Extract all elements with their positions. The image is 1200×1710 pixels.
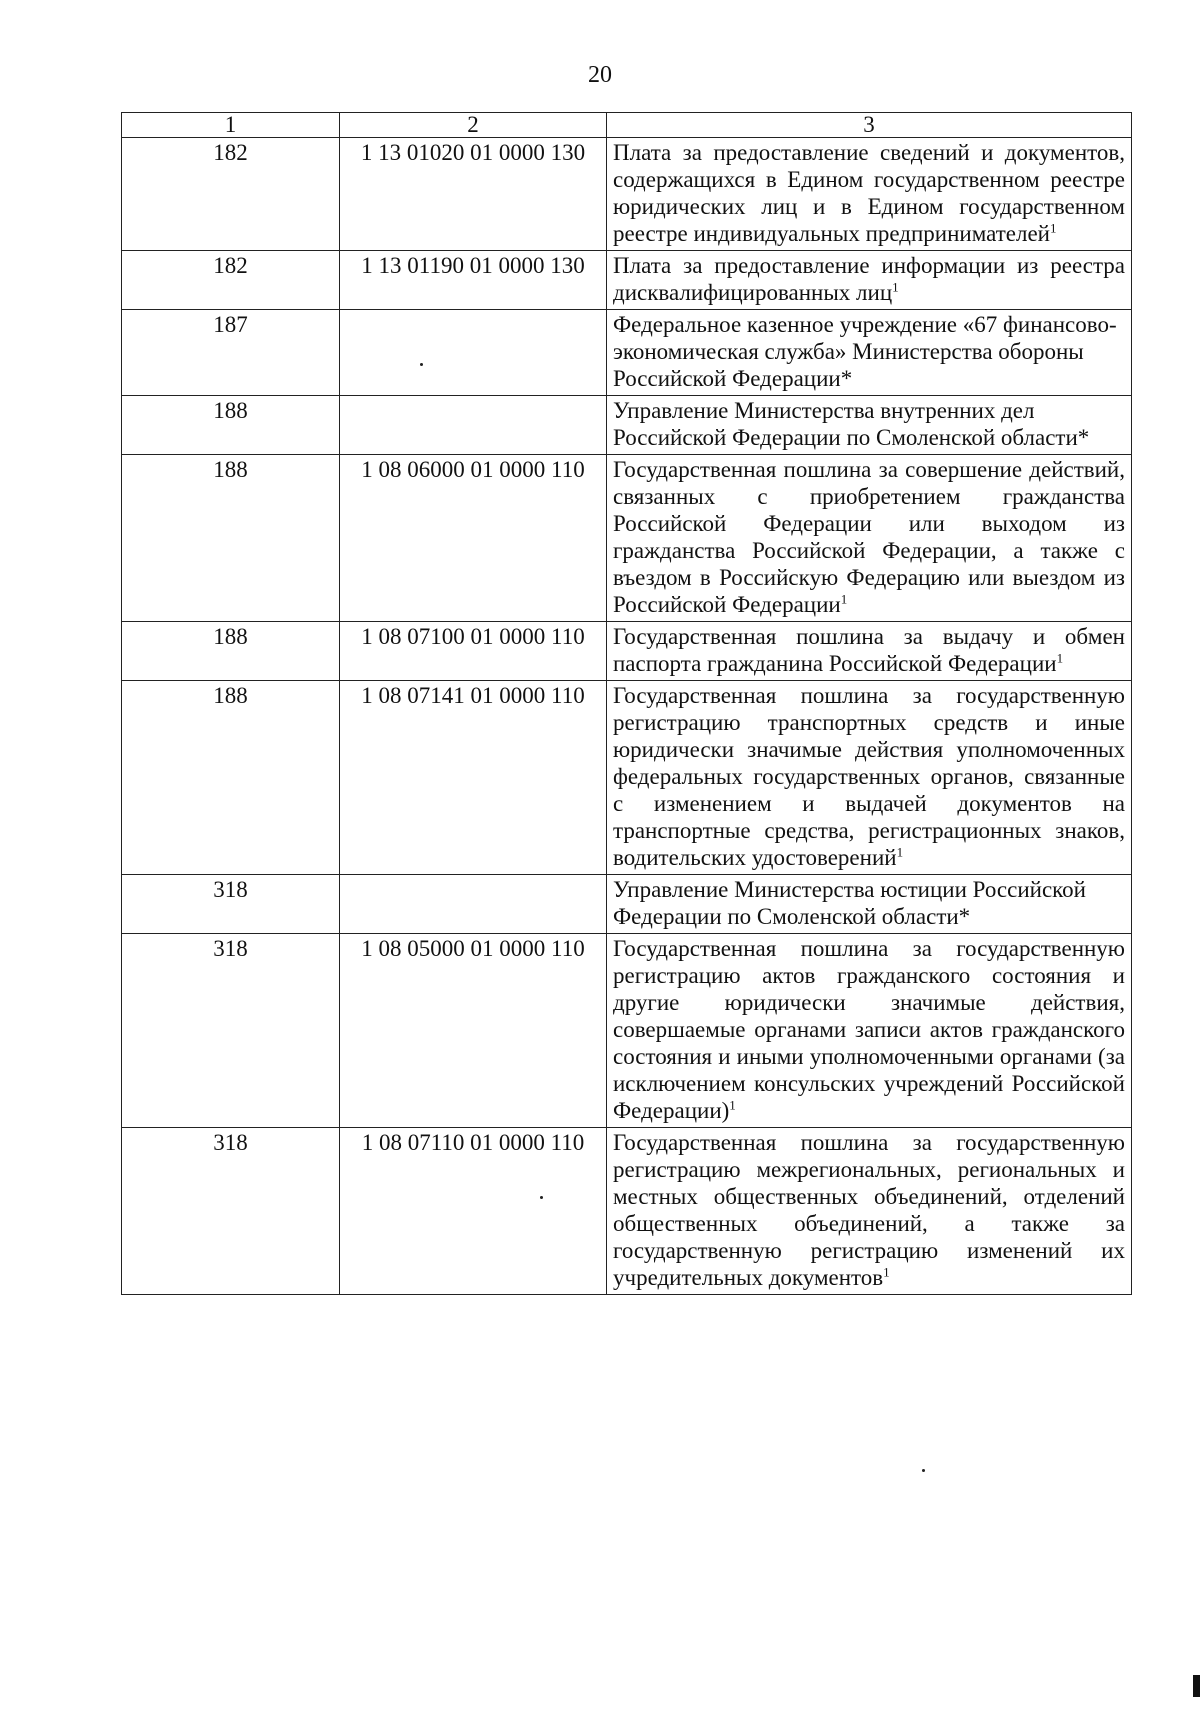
scan-speck bbox=[540, 1196, 543, 1199]
scan-edge-mark bbox=[1193, 1675, 1200, 1697]
table-row bbox=[122, 681, 1132, 875]
table-row bbox=[122, 251, 1132, 310]
footnote-marker: 1 bbox=[1050, 220, 1057, 236]
admin-code-cell: 182 bbox=[122, 138, 340, 251]
table-row bbox=[122, 138, 1132, 251]
admin-code-cell: 318 bbox=[122, 1128, 340, 1295]
revenue-code-cell: 1 08 07141 01 0000 110 bbox=[340, 681, 607, 875]
description-cell bbox=[607, 455, 1132, 622]
description-text: Федеральное казенное учреждение «67 финансово-экономическая служба» Министерства обороны Российской Федерации* bbox=[613, 312, 1117, 391]
description-text: Плата за предоставление сведений и документов, содержащихся в Едином государственном реестре юридических лиц и в Едином государственном реестре индивидуальных предпринимателей bbox=[613, 140, 1125, 246]
header-col-3: 3 bbox=[607, 113, 1132, 138]
table-row bbox=[122, 622, 1132, 681]
revenue-code-cell: 1 08 06000 01 0000 110 bbox=[340, 455, 607, 622]
revenue-code-cell bbox=[340, 310, 607, 396]
description-cell bbox=[607, 934, 1132, 1128]
description-text: Плата за предоставление информации из реестра дисквалифицированных лиц bbox=[613, 253, 1125, 305]
description-text: Государственная пошлина за государственную регистрацию актов гражданского состояния и другие юридически значимые действия, совершаемые органами записи актов гражданского состояния и иными уполномоченными органами (за исключением консульских учреждений Российской Федерации) bbox=[613, 936, 1125, 1123]
revenue-codes-table bbox=[121, 112, 1132, 1295]
description-text: Управление Министерства внутренних дел Российской Федерации по Смоленской области* bbox=[613, 398, 1090, 450]
description-text: Государственная пошлина за выдачу и обмен паспорта гражданина Российской Федерации bbox=[613, 624, 1125, 676]
admin-code-cell: 188 bbox=[122, 455, 340, 622]
revenue-code-cell: 1 08 07100 01 0000 110 bbox=[340, 622, 607, 681]
description-cell bbox=[607, 1128, 1132, 1295]
scan-speck bbox=[922, 1469, 925, 1472]
revenue-code-cell bbox=[340, 875, 607, 934]
table-row bbox=[122, 934, 1132, 1128]
revenue-code-cell: 1 13 01020 01 0000 130 bbox=[340, 138, 607, 251]
footnote-marker: 1 bbox=[896, 844, 904, 860]
revenue-code-cell: 1 08 05000 01 0000 110 bbox=[340, 934, 607, 1128]
description-cell bbox=[607, 310, 1132, 396]
admin-code-cell: 187 bbox=[122, 310, 340, 396]
admin-code-cell: 188 bbox=[122, 681, 340, 875]
table-row bbox=[122, 875, 1132, 934]
revenue-code-cell: 1 08 07110 01 0000 110 bbox=[340, 1128, 607, 1295]
revenue-code-cell: 1 13 01190 01 0000 130 bbox=[340, 251, 607, 310]
description-text: Государственная пошлина за государственную регистрацию транспортных средств и иные юридически значимые действия уполномоченных федеральных государственных органов, связанные с изменением и выдачей документов на транспортные средства, регистрационных знаков, водительских удостоверений bbox=[613, 683, 1125, 870]
table-header-row bbox=[122, 113, 1132, 138]
table-row bbox=[122, 310, 1132, 396]
admin-code-cell: 182 bbox=[122, 251, 340, 310]
description-cell bbox=[607, 251, 1132, 310]
table-row bbox=[122, 396, 1132, 455]
description-cell bbox=[607, 681, 1132, 875]
description-cell bbox=[607, 138, 1132, 251]
description-text: Государственная пошлина за совершение действий, связанных с приобретением гражданства Российской Федерации или выходом из гражданства Российской Федерации, а также с въездом в Российскую Федерацию или выездом из Российской Федерации bbox=[613, 457, 1125, 617]
header-col-2: 2 bbox=[340, 113, 607, 138]
table-row bbox=[122, 455, 1132, 622]
revenue-code-cell bbox=[340, 396, 607, 455]
description-cell bbox=[607, 622, 1132, 681]
header-col-1: 1 bbox=[122, 113, 340, 138]
admin-code-cell: 318 bbox=[122, 875, 340, 934]
description-text: Государственная пошлина за государственную регистрацию межрегиональных, региональных и местных общественных объединений, отделений общественных объединений, а также за государственную регистрацию изменений их учредительных документов bbox=[613, 1130, 1125, 1290]
footnote-marker: 1 bbox=[883, 1264, 890, 1280]
table-row bbox=[122, 1128, 1132, 1295]
footnote-marker: 1 bbox=[1056, 650, 1064, 666]
scan-speck bbox=[420, 363, 423, 366]
footnote-marker: 1 bbox=[840, 591, 848, 607]
footnote-marker: 1 bbox=[729, 1097, 736, 1113]
footnote-marker: 1 bbox=[892, 279, 899, 295]
admin-code-cell: 318 bbox=[122, 934, 340, 1128]
admin-code-cell: 188 bbox=[122, 396, 340, 455]
description-cell bbox=[607, 875, 1132, 934]
page-number: 20 bbox=[588, 62, 612, 88]
admin-code-cell: 188 bbox=[122, 622, 340, 681]
description-text: Управление Министерства юстиции Российской Федерации по Смоленской области* bbox=[613, 877, 1086, 929]
description-cell bbox=[607, 396, 1132, 455]
